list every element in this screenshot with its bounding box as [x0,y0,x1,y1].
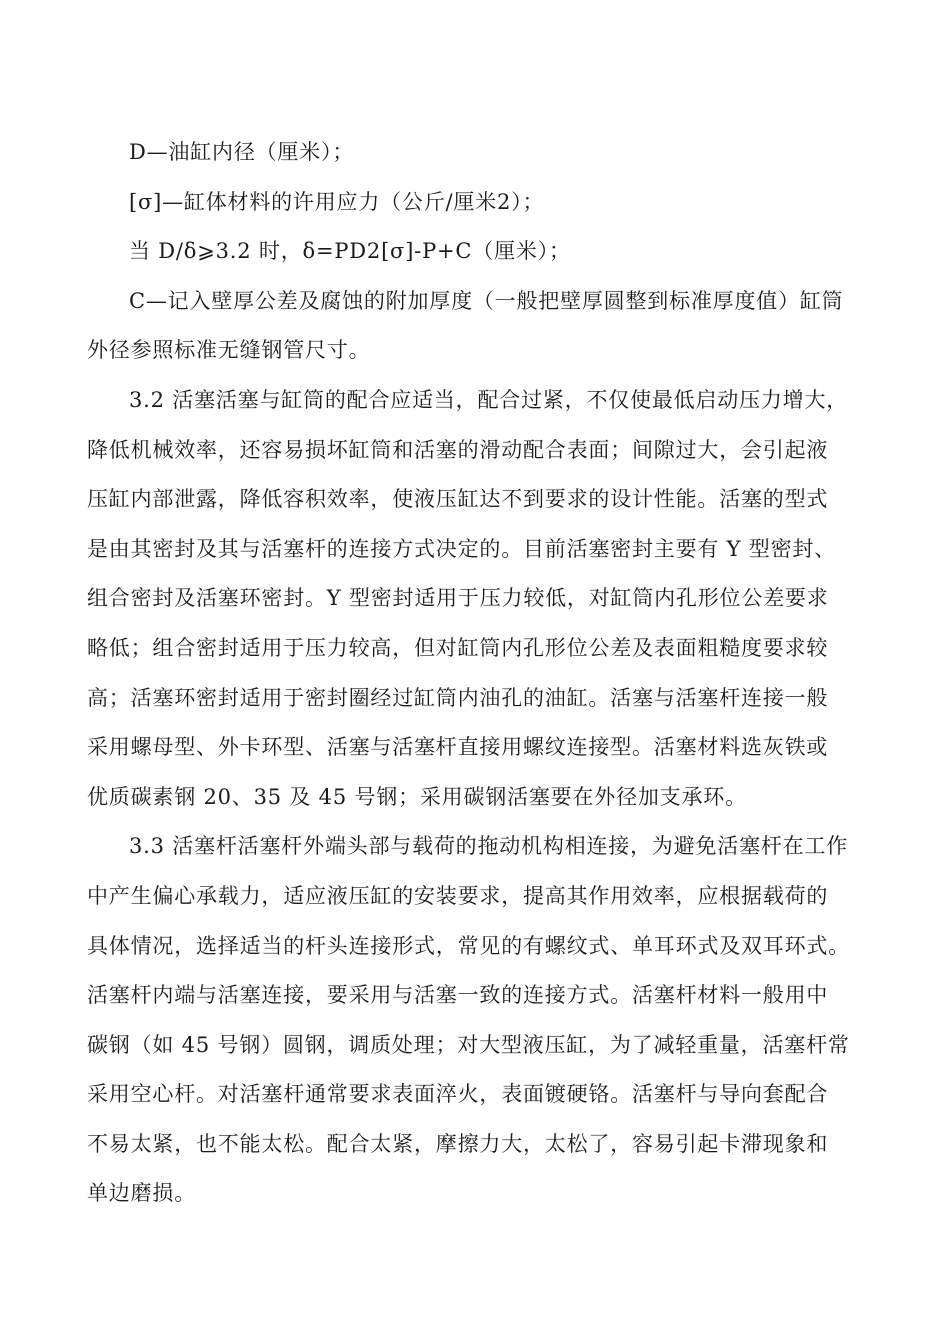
text-line: 优质碳素钢 20、35 及 45 号钢；采用碳钢活塞要在外径加支承环。 [87,784,747,809]
body-text [87,128,877,1219]
text-line: 略低；组合密封适用于压力较高，但对缸筒内孔形位公差及表面粗糙度要求较 [87,635,829,660]
text-line: 3.2 活塞活塞与缸筒的配合应适当，配合过紧，不仅使最低启动压力增大， [129,387,849,412]
text-line: 具体情况，选择适当的杆头连接形式，常见的有螺纹式、单耳环式及双耳环式。 [87,933,850,958]
text-line: 高；活塞环密封适用于密封圈经过缸筒内油孔的油缸。活塞与活塞杆连接一般 [87,685,829,710]
text-line: 活塞杆内端与活塞连接，要采用与活塞一致的连接方式。活塞杆材料一般用中 [87,983,829,1008]
text-line: 降低机械效率，还容易损坏缸筒和活塞的滑动配合表面；间隙过大，会引起液 [87,437,829,462]
text-line: [σ]—缸体材料的许用应力（公斤/厘米2）； [129,189,545,214]
text-line: 碳钢（如 45 号钢）圆钢，调质处理；对大型液压缸，为了减轻重量，活塞杆常 [87,1032,850,1057]
text-line: 是由其密封及其与活塞杆的连接方式决定的。目前活塞密封主要有 Y 型密封、 [87,536,837,561]
text-line: D—油缸内径（厘米）； [129,140,355,164]
text-line: 当 D/δ⩾3.2 时，δ=PD2[σ]-P+C（厘米）； [129,239,571,264]
text-line: 不易太紧，也不能太松。配合太紧，摩擦力大，太松了，容易引起卡滞现象和 [87,1131,829,1156]
text-line: 组合密封及活塞环密封。Y 型密封适用于压力较低，对缸筒内孔形位公差要求 [87,586,829,611]
text-line: 中产生偏心承载力，适应液压缸的安装要求，提高其作用效率，应根据载荷的 [87,883,829,908]
text-line: 外径参照标准无缝钢管尺寸。 [87,338,371,363]
text-line: 采用螺母型、外卡环型、活塞与活塞杆直接用螺纹连接型。活塞材料选灰铁或 [87,735,829,760]
text-line: 单边磨损。 [87,1181,196,1206]
text-line: 采用空心杆。对活塞杆通常要求表面淬火，表面镀硬铬。活塞杆与导向套配合 [87,1082,829,1107]
text-line: 3.3 活塞杆活塞杆外端头部与载荷的拖动机构相连接，为避免活塞杆在工作 [129,834,849,859]
text-line: 压缸内部泄露，降低容积效率，使液压缸达不到要求的设计性能。活塞的型式 [87,487,829,512]
text-line: C—记入壁厚公差及腐蚀的附加厚度（一般把壁厚圆整到标准厚度值）缸筒 [129,288,844,313]
